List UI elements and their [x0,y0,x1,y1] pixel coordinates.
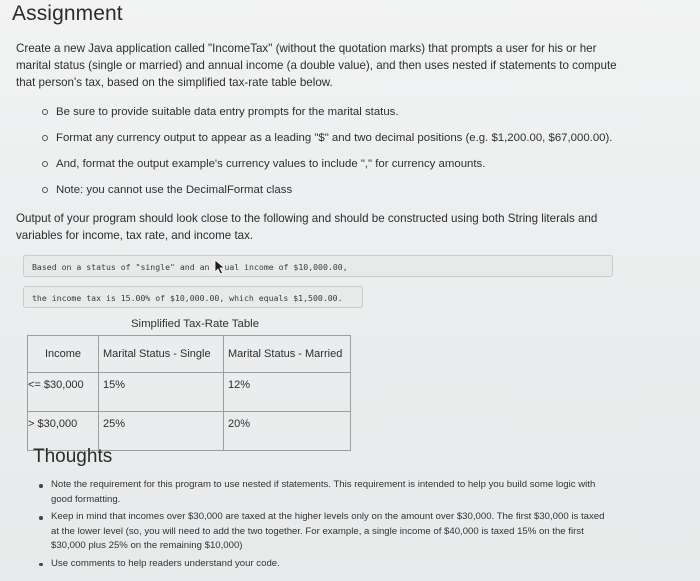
column-header: Income [28,336,99,373]
bullet-icon [42,187,48,193]
table-cell: 15% [99,373,224,412]
table-cell: 12% [224,373,351,412]
bullet-icon [39,516,43,520]
thoughts-list [36,478,611,574]
list-item [40,180,680,206]
thought-text: Keep in mind that incomes over $30,000 are taxed at the higher levels only on the amount over $30,000. The first $30,000 is taxed at the lower level (so, you will need to add the two together. For example, a single income of $40,000 is taxed 15% on the first $30,000 plus 25% on the remaining $10,000) [51,511,605,551]
list-item [40,154,680,180]
list-item [36,557,611,572]
table-cell: 20% [224,412,351,451]
table-cell: > $30,000 [28,412,99,451]
requirement-text: And, format the output example's currency values to include "," for currency amounts. [56,158,486,170]
list-item [40,128,680,154]
bullet-icon [42,161,48,167]
requirement-text: Be sure to provide suitable data entry prompts for the marital status. [56,106,399,118]
requirement-text: Note: you cannot use the DecimalFormat class [56,184,293,196]
table-row [28,412,351,451]
thought-text: Use comments to help readers understand your code. [51,557,280,569]
table-cell: 25% [99,412,224,451]
sample-output-line-1 [23,255,613,277]
sample-output-line-2: the income tax is 15.00% of $10,000.00, which equals $1,500.00. [23,286,363,308]
bullet-icon [39,484,43,488]
table-row [28,373,351,412]
output-intro: Output of your program should look close to the following and should be constructed using both String literals and variables for income, tax rate, and income tax. [16,212,598,242]
code-text: ual income of $10,000.00, [224,262,348,272]
column-header: Marital Status - Single [99,336,224,373]
bullet-icon [42,135,48,141]
assignment-intro: Create a new Java application called "IncomeTax" (without the quotation marks) that prompts a user for his or her marital status (single or married) and annual income (a double value), and then uses nested if statements to compute that person's tax, based on the simplified tax-rate table below. [16,42,617,89]
bullet-icon [42,109,48,115]
code-text: Based on a status of "single" and an [32,262,215,272]
thought-text: Note the requirement for this program to use nested if statements. This requirement is intended to help you build some logic with good formatting. [51,479,596,505]
table-header-row [28,336,351,373]
list-item [36,510,611,554]
column-header: Marital Status - Married [224,336,351,373]
mouse-pointer-icon [214,261,224,275]
tax-rate-table [27,335,351,451]
page-title: Assignment [12,2,123,25]
table-cell: <= $30,000 [28,373,99,412]
requirements-list [40,102,680,206]
table-caption: Simplified Tax-Rate Table [130,318,260,330]
requirement-text: Format any currency output to appear as a leading "$" and two decimal positions (e.g. $1,200.00, $67,000.00). [56,132,613,144]
bullet-icon [39,563,43,567]
thoughts-heading: Thoughts [33,446,113,467]
list-item [40,102,680,128]
list-item [36,478,611,507]
